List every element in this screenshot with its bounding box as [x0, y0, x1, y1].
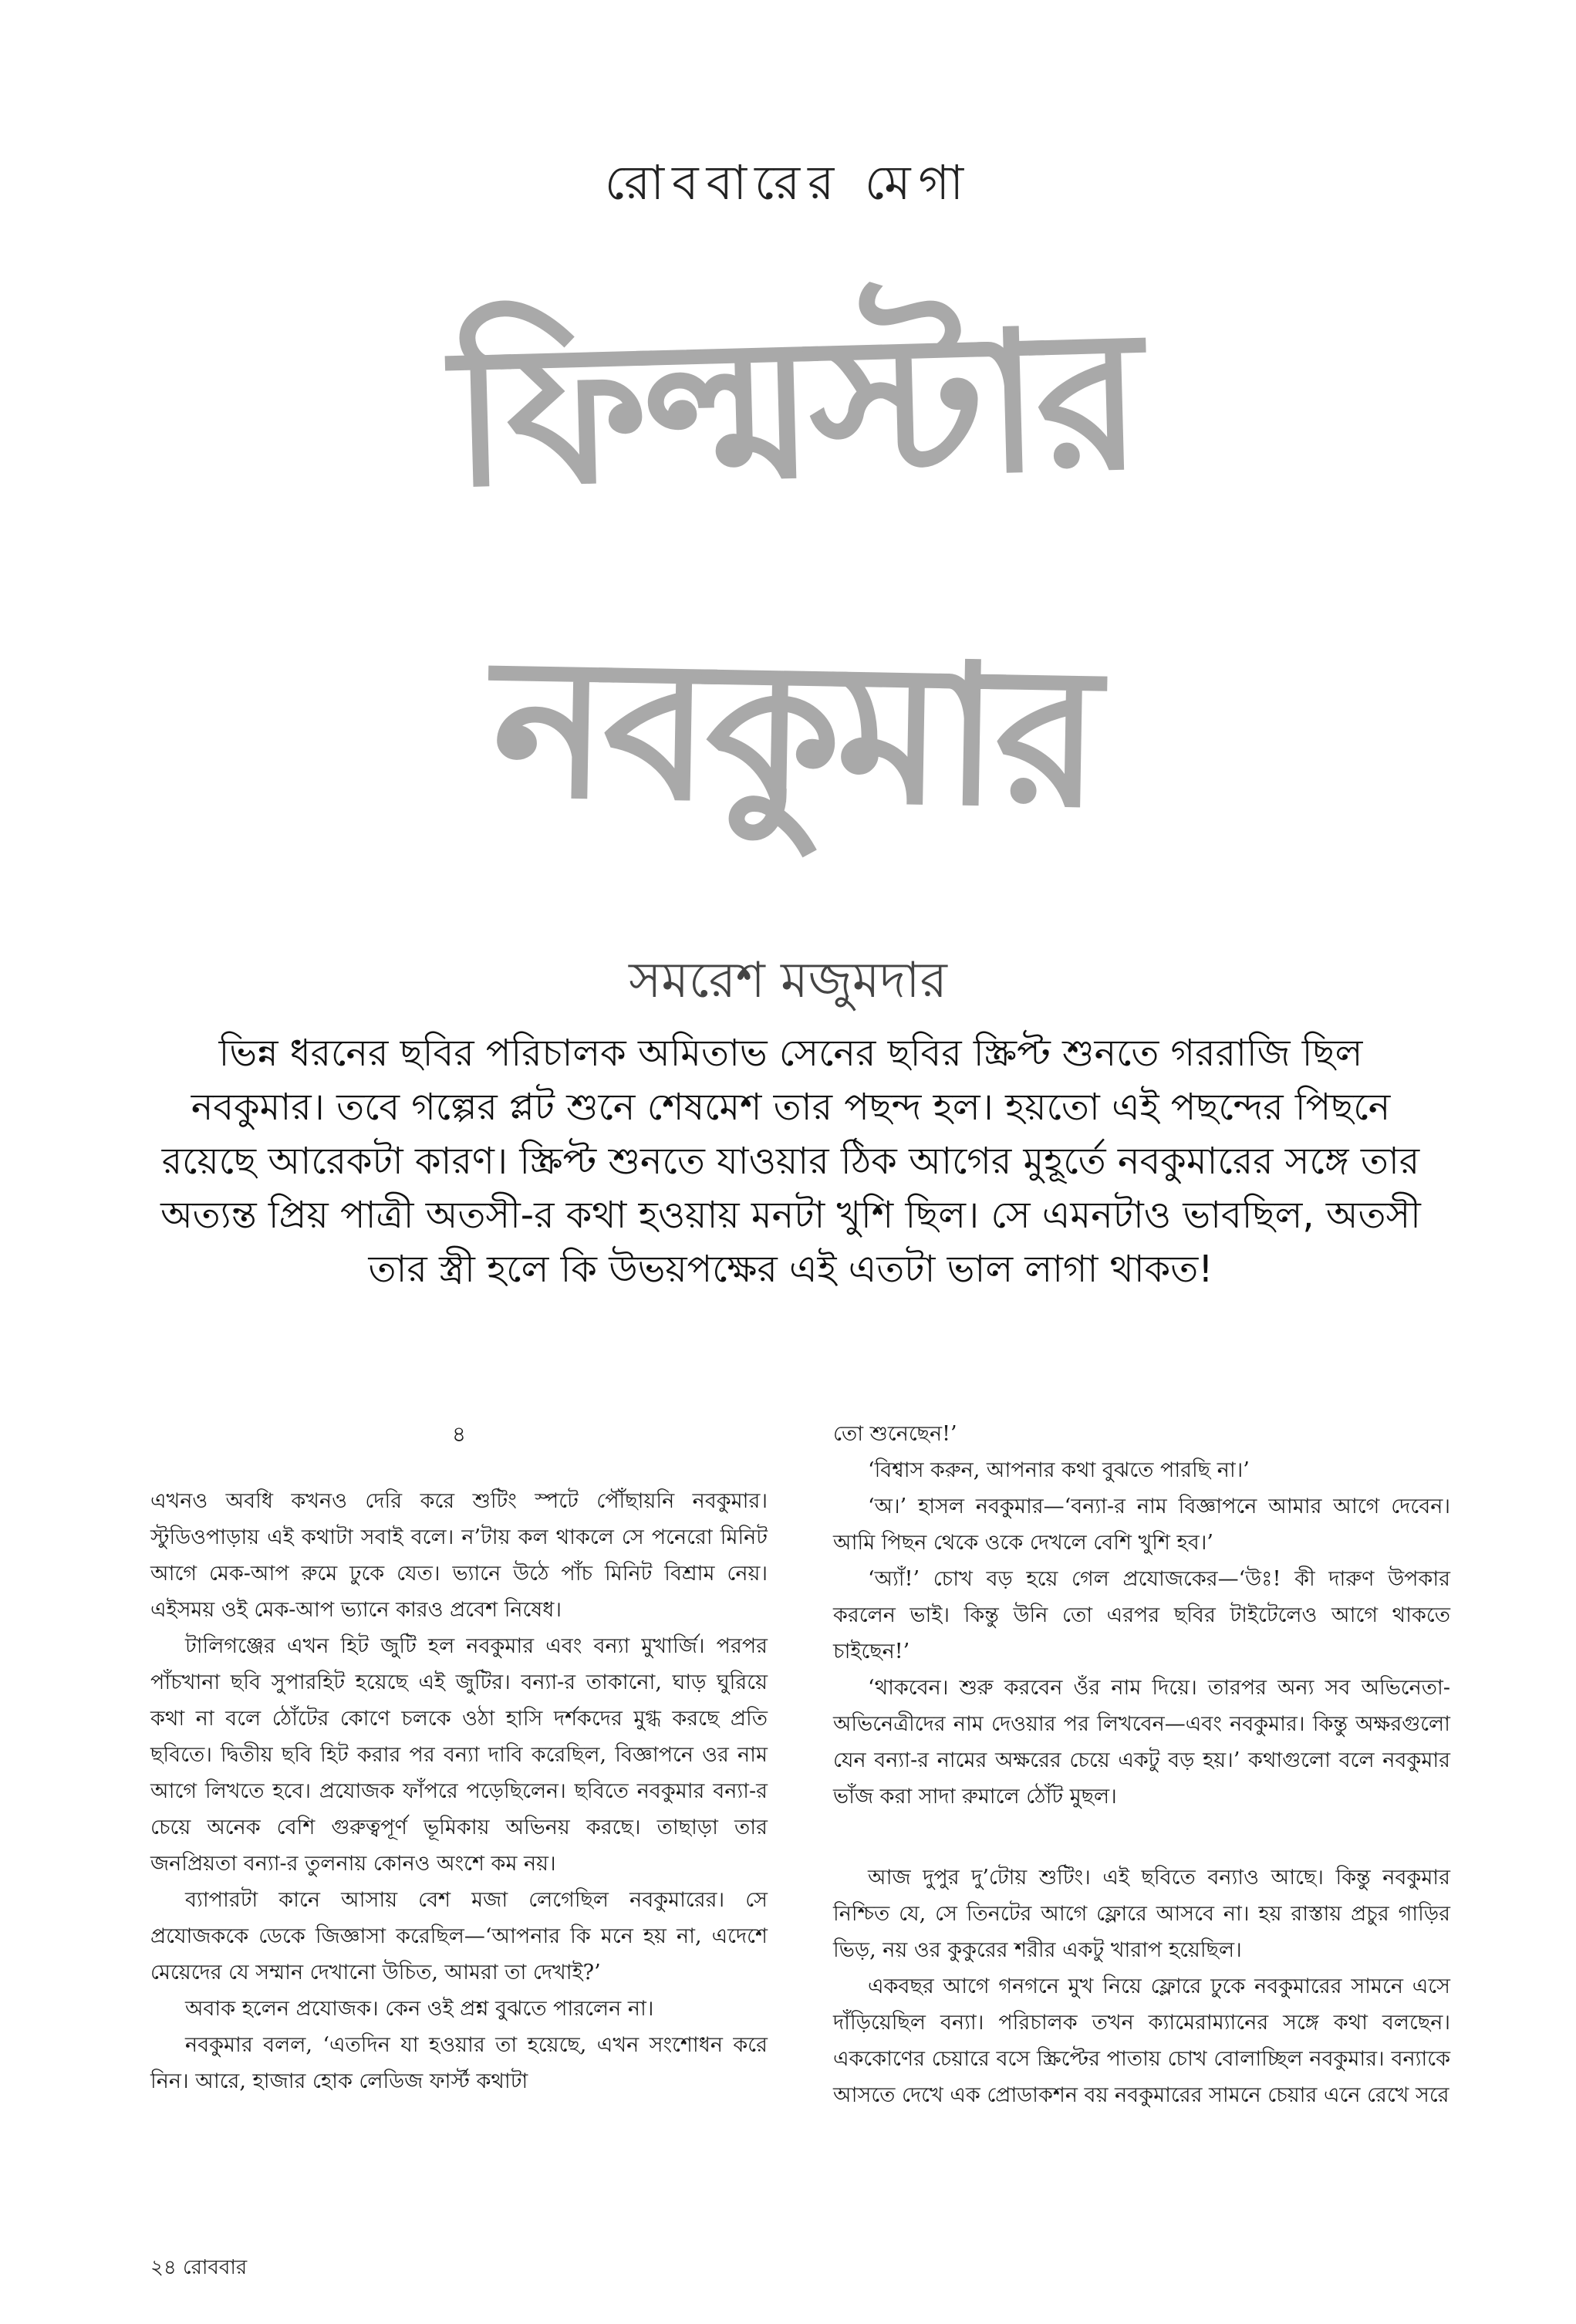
right-column	[833, 1416, 1450, 2113]
paragraph: এখনও অবধি কখনও দেরি করে শুটিং স্পটে পৌঁছায়নি নবকুমার। স্টুডিওপাড়ায় এই কথাটা সবাই বলে। ন’টায় কল থাকলে সে পনেরো মিনিট আগে মেক-আপ রুমে ঢুকে যেত। ভ্যানে উঠে পাঁচ মিনিট বিশ্রাম নেয়। এইসময় ওই মেক-আপ ভ্যানে কারও প্রবেশ নিষেধ।	[150, 1489, 768, 1622]
paragraph: ব্যাপারটা কানে আসায় বেশ মজা লেগেছিল নবকুমারের। সে প্রযোজককে ডেকে জিজ্ঞাসা করেছিল—‘আপনার কি মনে হয় না, এদেশে মেয়েদের যে সম্মান দেখানো উচিত, আমরা তা দেখাই?’	[150, 1888, 768, 1985]
paragraph: ‘অ্যাঁ!’ চোখ বড় হয়ে গেল প্রযোজকের—‘উঃ! কী দারুণ উপকার করলেন ভাই। কিন্তু উনি তো এরপর ছবির টাইটেলেও আগে থাকতে চাইছেন!’	[833, 1567, 1450, 1664]
paragraph: ‘বিশ্বাস করুন, আপনার কথা বুঝতে পারছি না।’	[868, 1458, 1250, 1482]
title-line-2: নবকুমার	[491, 615, 1098, 850]
paragraph: টালিগঞ্জের এখন হিট জুটি হল নবকুমার এবং বন্যা মুখার্জি। পরপর পাঁচখানা ছবি সুপারহিট হয়েছে এই জুটির। বন্যা-র তাকানো, ঘাড় ঘুরিয়ে কথা না বলে ঠোঁটের কোণে চলকে ওঠা হাসি দর্শকদের মুগ্ধ করছে প্রতি ছবিতে। দ্বিতীয় ছবি হিট করার পর বন্যা দাবি করেছিল, বিজ্ঞাপনে ওর নাম আগে লিখতে হবে। প্রযোজক ফাঁপরে পড়েছিলেন। ছবিতে নবকুমার বন্যা-র চেয়ে অনেক বেশি গুরুত্বপূর্ণ ভূমিকায় অভিনয় করছে। তাছাড়া তার জনপ্রিয়তা বন্যা-র তুলনায় কোনও অংশে কম নয়।	[150, 1634, 768, 1876]
page-folio: ২৪ রোববার	[150, 2256, 248, 2279]
paragraph: তো শুনেছেন!’	[833, 1422, 957, 1446]
title-calligraphy	[401, 231, 1188, 926]
left-column	[150, 1416, 768, 2099]
paragraph: একবছর আগে গনগনে মুখ নিয়ে ফ্লোরে ঢুকে নবকুমারের সামনে এসে দাঁড়িয়েছিল বন্যা। পরিচালক তখন ক্যামেরাম্যানের সঙ্গে কথা বলছেন। এককোণের চেয়ারে বসে স্ক্রিপ্টের পাতায় চোখ বোলাচ্ছিল নবকুমার। বন্যাকে আসতে দেখে এক প্রোডাকশন বয় নবকুমারের সামনে চেয়ার এনে রেখে সরে	[833, 1974, 1450, 2107]
paragraph: অবাক হলেন প্রযোজক। কেন ওই প্রশ্ন বুঝতে পারলেন না।	[185, 1997, 654, 2021]
section-number: ৪	[451, 1421, 467, 1447]
paragraph: ‘অ।’ হাসল নবকুমার—‘বন্যা-র নাম বিজ্ঞাপনে আমার আগে দেবেন। আমি পিছন থেকে ওকে দেখলে বেশি খুশি হব।’	[833, 1495, 1450, 1555]
intro-standfirst: ভিন্ন ধরনের ছবির পরিচালক অমিতাভ সেনের ছবির স্ক্রিপ্ট শুনতে গররাজি ছিল নবকুমার। তবে গল্পের প্লট শুনে শেষমেশ তার পছন্দ হল। হয়তো এই পছন্দের পিছনে রয়েছে আরেকটা কারণ। স্ক্রিপ্ট শুনতে যাওয়ার ঠিক আগের মুহূর্তে নবকুমারের সঙ্গে তার অত্যন্ত প্রিয় পাত্রী অতসী-র কথা হওয়ায় মনটা খুশি ছিল। সে এমনটাও ভাবছিল, অতসী তার স্ত্রী হলে কি উভয়পক্ষের এই এতটা ভাল লাগা থাকত!	[160, 1032, 1421, 1291]
paragraph: আজ দুপুর দু’টোয় শুটিং। এই ছবিতে বন্যাও আছে। কিন্তু নবকুমার নিশ্চিত যে, সে তিনটের আগে ফ্লোরে আসবে না। হয় রাস্তায় প্রচুর গাড়ির ভিড়, নয় ওর কুকুরের শরীর একটু খারাপ হয়েছিল।	[833, 1866, 1450, 1962]
paragraph: নবকুমার বলল, ‘এতদিন যা হওয়ার তা হয়েছে, এখন সংশোধন করে নিন। আরে, হাজার হোক লেডিজ ফার্স্ট কথাটা	[150, 2033, 768, 2093]
paragraph: ‘থাকবেন। শুরু করবেন ওঁর নাম দিয়ে। তারপর অন্য সব অভিনেতা-অভিনেত্রীদের নাম দেওয়ার পর লিখবেন—এবং নবকুমার। কিন্তু অক্ষরগুলো যেন বন্যা-র নামের অক্ষরের চেয়ে একটু বড় হয়।’ কথাগুলো বলে নবকুমার ভাঁজ করা সাদা রুমালে ঠোঁট মুছল।	[833, 1676, 1450, 1809]
section-kicker: রোববারের মেগা	[604, 154, 972, 211]
title-line-1: ফিল্মস্টার	[449, 287, 1140, 530]
author-byline: সমরেশ মজুমদার	[629, 952, 947, 1009]
